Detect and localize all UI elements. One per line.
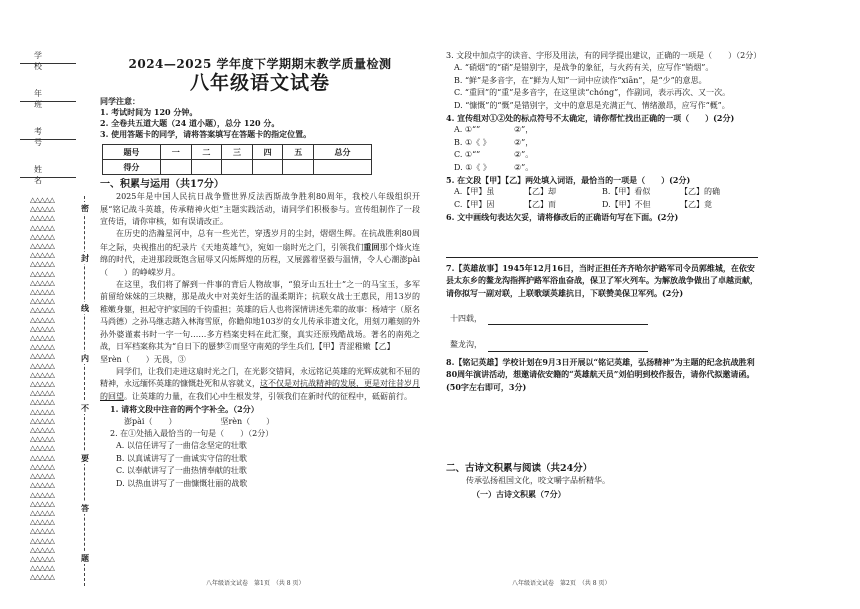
exam-heading: 2024—2025 学年度下学期期末教学质量检测 [128, 57, 392, 71]
seal-char: 答 [81, 503, 89, 513]
seal-char: 题 [81, 553, 89, 563]
score-header-cell: 题号 [103, 144, 161, 159]
score-header-cell: 一 [160, 144, 191, 159]
couplet-blank-2[interactable] [488, 351, 648, 352]
section-2-subtitle: 传承弘扬祖国文化，咬文嚼字品析精华。 [466, 476, 610, 486]
seal-char: 封 [81, 253, 89, 263]
passage-paragraph-1: 在历史的浩瀚星河中，总有一些光芒，穿透岁月的尘封，熠熠生辉。在抗战胜利80周年之际，央视推出的纪录片《天地英雄气》，宛如一扇时光之门，引领我们重回那个烽火连绵的时代，走进那段既饱含屈辱又闪烁辉煌的历程，又展露着坚毅与温情，令人心潮澎pài（ ）的峥嵘岁月。 [100, 229, 421, 277]
score-header-cell: 四 [252, 144, 283, 159]
option-d: D. 以热血讲写了一曲慷慨壮丽的战歌 [116, 478, 248, 488]
option-c: C. 以奉献讲写了一曲热情奉献的壮歌 [116, 466, 247, 476]
couplet-blank-1[interactable] [488, 324, 648, 325]
seal-char: 要 [81, 453, 89, 463]
question-1-answers [100, 416, 420, 428]
exam-number-field: 考 号 [14, 116, 76, 142]
question-8: 8.【铭记英雄】学校计划在9月3日开展以“铭记英雄，弘扬精神”为主题的纪念抗战胜利80周年演讲活动，想邀请依安籍的“英雄航天员”刘伯明到校作报告，请你代拟邀请函。(50字左右即可，3分) [446, 356, 755, 392]
class-field: 年 班 [14, 78, 76, 104]
note-item: 3. 使用答题卡的同学，请将答案填写在答题卡的指定位置。 [100, 128, 312, 139]
question-6-answer-line[interactable] [446, 246, 758, 258]
school-field: 学 校 [14, 40, 76, 66]
section-2-title: 二、古诗文积累与阅读（共24分） [446, 462, 593, 474]
score-table [102, 144, 372, 175]
binding-strip [14, 40, 76, 185]
question-6: 6. 文中画线句表达欠妥，请将修改后的正确语句写在下面。(2分) [446, 212, 679, 223]
page-title: 八年级语文试卷 [189, 72, 330, 95]
question-1: 1. 请将文段中注音的两个字补全。（2分） [110, 404, 259, 415]
answer-blank-pai[interactable]: 澎pài（ ） [124, 416, 177, 426]
table-row [103, 159, 372, 174]
score-cell[interactable] [314, 159, 372, 174]
passage-paragraph-2: 在这里，我们将了解到一件事的背后人物故事，“狼牙山五壮士”之一的马宝玉，多军前留给妹妹的三块糖，那是战火中对美好生活的温柔期许；抗联女战士王惠民，用13岁的稚嫩身躯，担起守护家国的千钧重担；英雄的后人也将深情讲述先辈的故事：杨靖宇（原名马尚德）之孙马继志踏入林海雪原，你瞻仰地103岁的女儿传承非遗文化，用刻刀雕刻的外孙外婆谨素书时一字一句……多方档案史料在此汇聚，真实还原残酷战场。著名的南苑之战，日军档案称其为“自日下的蜃梦②而坚守南苑的学生兵们,【甲】青涩稚嫩【乙】 坚rèn（ ）无畏，③ [100, 280, 420, 364]
passage-paragraph-3: 同学们，让我们走进这扇时光之门，在光影交错间，永远铭记英雄的光辉成就和不屈的精神，永远缅怀英雄的慷慨赴死和从容就义，这不仅是对抗战精神的发展，更是对往昔岁月的回望。让英雄的力量，在我们心中生根发芽，引领我们在新时代的征程中，砥砺前行。 [100, 366, 420, 401]
question-4: 4. 宣传组对①②处的标点符号不太确定，请你帮忙找出正确的一项（ ）(2分) [446, 113, 735, 124]
underlined-sentence: 这不仅是对抗战精神的发展，更是对往昔岁月的回望 [100, 379, 420, 401]
page-footer-left: 八年级语文试卷 第1页 （共 8 页） [206, 580, 305, 587]
seal-char: 线 [81, 303, 89, 313]
score-cell[interactable] [283, 159, 314, 174]
score-header-cell: 五 [283, 144, 314, 159]
score-header-cell: 三 [222, 144, 253, 159]
triangle-pattern: △△△△△ △△△△△ △△△△△ △△△△△ △△△△△ △△△△△ △△△△△ △△△△△ △△△△△ △△△△△ △△△△△ △△△△△ △△△△△ △△△△△ △△△△△ △△△△△ △△△△△ △△△△△ △△△△△ △△△△△ △△△△△ △△△△△ △△△△△ △△△△△ △△△△△ △△△△△ △△△△△ △△△△△ △△△△△ △△△△△ △△△△△ △△△△△ △△△△△ △△△△△ △△△△△ △△△△△ △△△△△ △△△△△ △△△△△ △△△△△ △△△△△ △△△△△ [30, 196, 55, 582]
couplet-line-1: 十四载， [446, 313, 758, 325]
option-d: D. “慷慨”的“慨”是错别字，文中的意思是充满正气、情绪激昂，应写作“概”。 [454, 100, 730, 110]
seal-char: 内 [81, 353, 89, 363]
couplet-line-2: 鳌龙沟， [446, 339, 758, 351]
seal-line [78, 196, 92, 596]
score-label-cell: 得分 [103, 159, 161, 174]
option-c: C. “重回”的“重”是多音字，在这里读“chóng”，作副词，表示再次、又一次。 [454, 88, 731, 98]
question-4-options: A. ①“” ②”， B. ①《 》 ②”， C. ①“” ②”。 D. ①《 》 ②”。 [454, 125, 534, 172]
score-header-cell: 二 [191, 144, 222, 159]
right-column [446, 50, 762, 500]
seal-char: 不 [81, 403, 89, 413]
page-footer-right: 八年级语文试卷 第2页 （共 8 页） [512, 580, 611, 587]
answer-blank-ren[interactable]: 坚rèn（ ） [220, 416, 275, 426]
score-cell[interactable] [191, 159, 222, 174]
note-item: 2. 全卷共五道大题（24 道小题），总分 120 分。 [100, 117, 280, 128]
left-column [100, 50, 420, 490]
notes-heading: 同学注意： [100, 95, 140, 106]
option-b: B. “鲜”是多音字，在“鲜为人知”一词中应读作“xiān”，是“少”的意思。 [454, 75, 707, 85]
seal-char: 密 [81, 203, 89, 213]
option-b: B. 以真诚讲写了一曲诚实守信的壮歌 [116, 453, 247, 463]
question-7: 7.【英雄故事】1945年12月16日，当时正担任齐齐哈尔护路军司令员郭维城，在依安县太东乡的鳌龙沟指挥护路军浴血奋战，保卫了军火列车。为解放战争做出了卓越贡献，请你拟写一副对联，上联歌颂英雄抗日，下联赞美保卫军列。(2分) [446, 262, 758, 298]
score-cell[interactable] [160, 159, 191, 174]
score-cell[interactable] [252, 159, 283, 174]
section-2-part: （一）古诗文积累（7分） [472, 488, 566, 499]
option-a: A. 以信任讲写了一曲信念坚定的壮歌 [116, 441, 247, 451]
section-1-title: 一、积累与运用（共17分） [100, 178, 224, 190]
table-row [103, 144, 372, 159]
question-5: 5. 在文段【甲】【乙】两处填入词语，最恰当的一项是（ ）(2分) [446, 175, 691, 186]
option-a: A. “硝烟”的“硝”是错别字，是战争的象征，与火药有关，应写作“销烟”。 [454, 63, 714, 73]
score-cell[interactable] [222, 159, 253, 174]
question-5-options: A.【甲】虽 【乙】却 B.【甲】看似 【乙】的确 C.【甲】因 【乙】而 D.【甲】不但 【乙】竟 [454, 187, 720, 209]
note-item: 1. 考试时间为 120 分钟。 [100, 106, 198, 117]
question-2: 2. 在①处插入最恰当的一句是（ ）（2分） [110, 428, 274, 438]
name-field: 姓 名 [14, 154, 76, 180]
exam-notes [100, 96, 420, 140]
intro-paragraph: 2025年是中国人民抗日战争暨世界反法西斯战争胜利80周年，我校八年级组织开展“铭记战斗英雄，传承精神火炬”主题实践活动，请同学们积极参与。宣传组制作了一段宣传语，请你审核，如有误请改正。 [100, 192, 420, 227]
question-3: 3. 文段中加点字的读音、字形及用法，有的同学提出建议，正确的一项是（ ）（2分） [446, 51, 762, 60]
score-header-cell: 总分 [314, 144, 372, 159]
